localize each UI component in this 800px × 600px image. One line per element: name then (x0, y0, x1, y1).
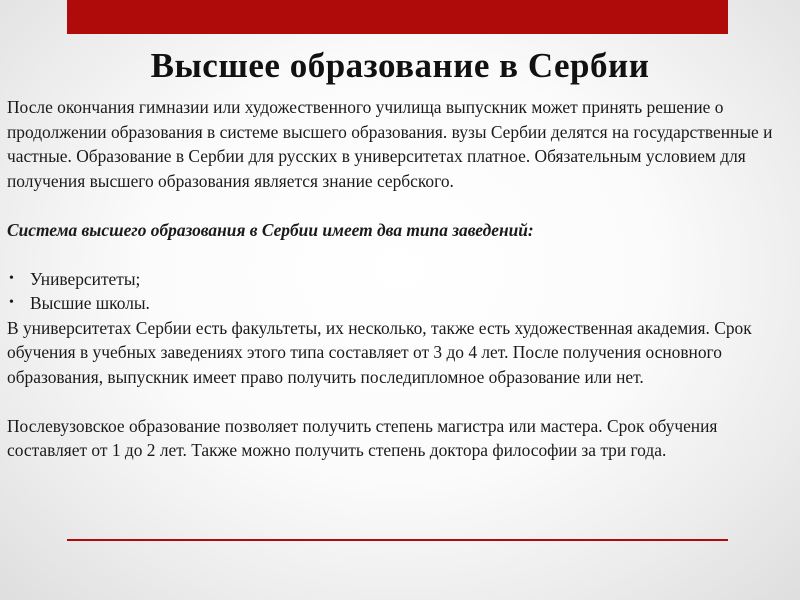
types-subheading: Система высшего образования в Сербии имеет два типа заведений: (7, 219, 534, 240)
bullet-icon: • (9, 270, 14, 286)
list-item (7, 291, 797, 316)
list-item-label: Университеты; (30, 268, 141, 289)
paragraph-spacer (7, 193, 797, 218)
universities-paragraph: В университетах Сербии есть факультеты, их несколько, также есть художественная академия. Срок обучения в учебных заведениях этого типа составляет от 3 до 4 лет. После получения основного образования, выпускник имеет право получить последипломное образование или нет. (7, 317, 752, 387)
postgraduate-paragraph: Послевузовское образование позволяет получить степень магистра или мастера. Срок обучения составляет от 1 до 2 лет. Также можно получить степень доктора философии за три года. (7, 415, 718, 460)
slide-title: Высшее образование в Сербии (150, 46, 650, 85)
institution-types-list (7, 267, 797, 316)
paragraph-spacer (7, 242, 797, 267)
list-item (7, 267, 797, 292)
paragraph-spacer (7, 389, 797, 414)
bullet-icon: • (9, 295, 14, 310)
slide-body (7, 95, 797, 463)
list-item-label: Высшие школы. (30, 293, 150, 313)
top-accent-bar (67, 0, 728, 34)
intro-paragraph: После окончания гимназии или художественного училища выпускник может принять решение о продолжении образования в системе высшего образования. вузы Сербии делятся на государственные и частные. Образование в Сербии для русских в университетах платное. Обязательным условием для получения высшего образования является знание сербского. (7, 97, 773, 191)
bottom-accent-line (67, 539, 728, 541)
